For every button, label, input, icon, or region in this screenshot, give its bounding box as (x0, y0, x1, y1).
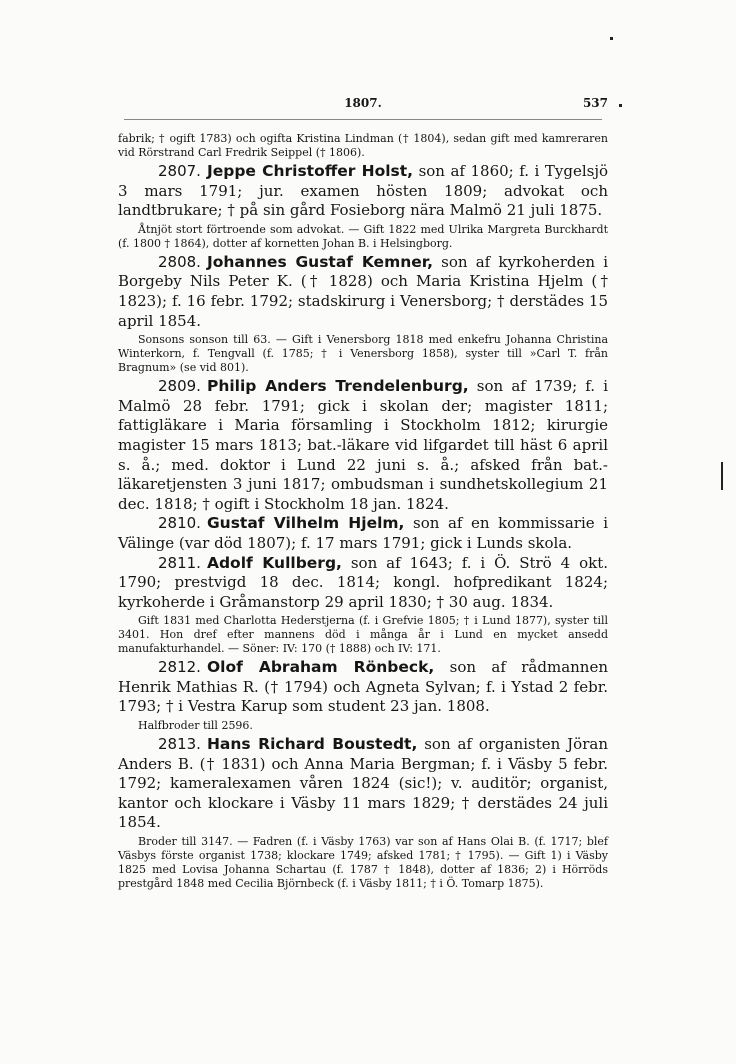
entry-2809 (118, 377, 608, 514)
person-name: Hans Richard Boustedt, (206, 735, 418, 754)
entry-text (118, 377, 608, 514)
person-name: Olof Abraham Rönbeck, (206, 658, 435, 677)
entry-2813 (118, 735, 608, 891)
person-name: Jeppe Christoffer Holst, (206, 162, 414, 180)
entry-number: 2810. (158, 514, 201, 533)
book-page (118, 96, 608, 893)
scan-speck (619, 104, 622, 107)
entry-number: 2808. (158, 252, 201, 271)
entry-2808 (118, 253, 608, 375)
entry-number: 2809. (158, 377, 201, 396)
entry-text (118, 554, 608, 613)
entry-text (118, 735, 608, 833)
entry-description: son af en kommissarie i Välinge (var död 1807); f. 17 mars 1791; gick i Lunds skola. (118, 514, 608, 552)
entry-text (118, 658, 608, 717)
entry-number: 2807. (158, 162, 201, 180)
header-rule (124, 119, 602, 120)
entry-text (118, 253, 608, 331)
entry-description: son af 1860; f. i Tygelsjö 3 mars 1791; jur. examen hösten 1809; advokat och landtbrukare; † på sin gård Fosieborg nära Malmö 21 juli 1875. (118, 162, 608, 220)
entry-note: Broder till 3147. — Fadren (f. i Väsby 1763) var son af Hans Olai B. (f. 1717; blef Väsbys förste organist 1738; klockare 1749; afsked 1781; † 1795). — Gift 1) i Väsby 1825 med Lovisa Johanna Schartau (f. 1787 † 1848), dotter af 1836; 2) i Hörröds prestgård 1848 med Cecilia Björnbeck (f. i Väsby 1811; † i Ö. Tomarp 1875). (118, 835, 608, 891)
entry-number: 2812. (158, 658, 201, 677)
person-name: Johannes Gustaf Kemner, (206, 252, 434, 271)
entry-description: son af kyrkoherden i Borgeby Nils Peter K. († 1828) och Maria Kristina Hjelm († 1823); f. 16 febr. 1792; stadskirurg i Venersborg; † derstädes 15 april 1854. (118, 252, 608, 330)
scan-speck (721, 462, 723, 490)
entry-2811 (118, 554, 608, 657)
intro-continuation: fabrik; † ogift 1783) och ogifta Kristina Lindman († 1804), sedan gift med kamreraren vid Rörstrand Carl Fredrik Seippel († 1806). (118, 132, 608, 159)
entry-description: son af 1643; f. i Ö. Strö 4 okt. 1790; prestvigd 18 dec. 1814; kongl. hofpredikant 1824; kyrkoherde i Gråmanstorp 29 april 1830; † 30 aug. 1834. (118, 553, 609, 611)
entry-number: 2813. (158, 735, 201, 754)
entry-text (118, 162, 608, 221)
entry-description: son af rådmannen Henrik Mathias R. († 1794) och Agneta Sylvan; f. i Ystad 2 febr. 1793; † i Vestra Karup som student 23 jan. 1808. (118, 658, 609, 716)
entry-2812 (118, 658, 608, 733)
entry-2807 (118, 162, 608, 251)
entry-text (118, 514, 608, 553)
scan-speck (610, 37, 613, 40)
entry-2810 (118, 514, 608, 553)
entry-note: Sonsons sonson till 63. — Gift i Venersborg 1818 med enkefru Johanna Christina Winterkorn, f. Tengvall (f. 1785; † i Venersborg 1858), syster till »Carl T. från Bragnum» (se vid 801). (118, 333, 608, 375)
entry-description: son af organisten Jöran Anders B. († 1831) och Anna Maria Bergman; f. i Väsby 5 febr. 1792; kameralexamen våren 1824 (sic!); v. auditör; organist, kantor och klockare i Väsby 11 mars 1829; † derstädes 24 juli 1854. (118, 735, 608, 832)
running-head-year: 1807. (344, 96, 382, 110)
entry-note: Gift 1831 med Charlotta Hederstjerna (f. i Grefvie 1805; † i Lund 1877), syster till 3401. Hon dref efter mannens död i många år i Lund en mycket ansedd manufakturhandel. — Söner: IV: 170 († 1888) och IV: 171. (118, 614, 608, 656)
page-header (118, 96, 608, 116)
page-number: 537 (582, 96, 608, 110)
entry-note: Åtnjöt stort förtroende som advokat. — Gift 1822 med Ulrika Margreta Burckhardt (f. 1800 † 1864), dotter af kornetten Johan B. i Helsingborg. (118, 222, 608, 250)
entry-description: son af 1739; f. i Malmö 28 febr. 1791; gick i skolan der; magister 1811; fattigläkare i Maria församling i Stockholm 1812; kirurgie magister 15 mars 1813; bat.-läkare vid lifgardet till häst 6 april s. å.; med. doktor i Lund 22 juni s. å.; afsked från bat.-läkaretjensten 3 juni 1817; ombudsman i sundhetskollegium 21 dec. 1818; † ogift i Stockholm 18 jan. 1824. (118, 377, 608, 513)
person-name: Gustaf Vilhelm Hjelm, (206, 514, 405, 533)
entry-note: Halfbroder till 2596. (138, 719, 253, 733)
person-name: Adolf Kullberg, (206, 553, 342, 572)
person-name: Philip Anders Trendelenburg, (206, 377, 469, 396)
entry-number: 2811. (158, 553, 201, 572)
